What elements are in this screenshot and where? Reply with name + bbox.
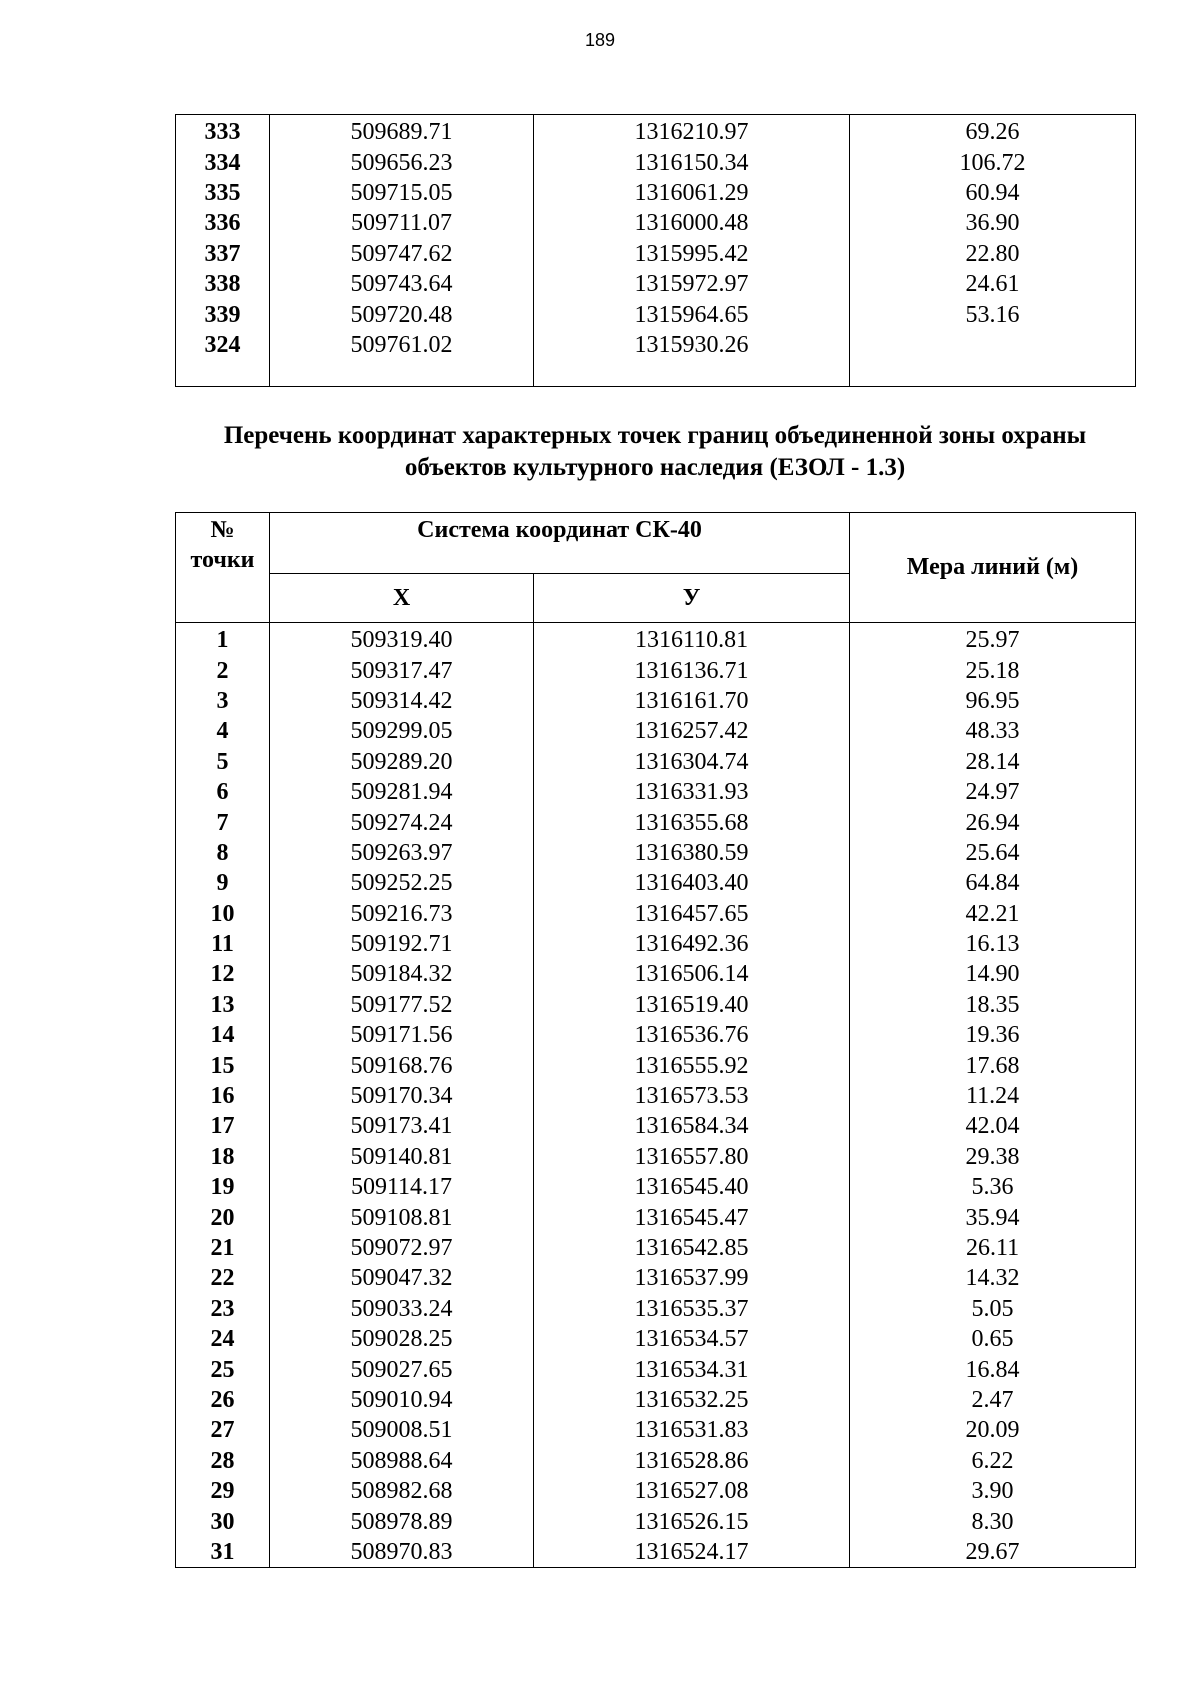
cell-y-coordinate: 1316536.76	[534, 1020, 850, 1050]
cell-y-coordinate: 1316524.17	[534, 1537, 850, 1568]
cell-x-coordinate: 509177.52	[270, 990, 534, 1020]
cell-y-coordinate: 1316000.48	[534, 208, 850, 238]
cell-point-number: 324	[176, 330, 270, 360]
table-row	[176, 1202, 1136, 1232]
table-row	[176, 959, 1136, 989]
cell-x-coordinate: 509274.24	[270, 807, 534, 837]
cell-point-number: 337	[176, 239, 270, 269]
empty-cell	[270, 360, 534, 387]
cell-point-number: 30	[176, 1506, 270, 1536]
cell-x-coordinate: 509047.32	[270, 1263, 534, 1293]
page-number: 189	[584, 30, 616, 50]
cell-y-coordinate: 1315930.26	[534, 330, 850, 360]
cell-x-coordinate: 509173.41	[270, 1111, 534, 1141]
table-row	[176, 1476, 1136, 1506]
empty-cell	[176, 360, 270, 387]
cell-line-length	[850, 330, 1136, 360]
cell-line-length: 28.14	[850, 747, 1136, 777]
cell-line-length: 42.04	[850, 1111, 1136, 1141]
cell-point-number: 7	[176, 807, 270, 837]
cell-x-coordinate: 509747.62	[270, 239, 534, 269]
cell-point-number: 22	[176, 1263, 270, 1293]
cell-y-coordinate: 1316534.57	[534, 1324, 850, 1354]
table-row	[176, 269, 1136, 299]
cell-y-coordinate: 1316545.47	[534, 1202, 850, 1232]
cell-x-coordinate: 508978.89	[270, 1506, 534, 1536]
table-body	[176, 623, 1136, 1568]
table-row	[176, 929, 1136, 959]
table-row	[176, 115, 1136, 148]
cell-y-coordinate: 1316534.31	[534, 1354, 850, 1384]
cell-y-coordinate: 1316380.59	[534, 838, 850, 868]
cell-x-coordinate: 509140.81	[270, 1142, 534, 1172]
cell-point-number: 333	[176, 115, 270, 148]
table-row	[176, 868, 1136, 898]
cell-point-number: 1	[176, 623, 270, 656]
table-row	[176, 1263, 1136, 1293]
cell-x-coordinate: 509743.64	[270, 269, 534, 299]
cell-line-length: 25.18	[850, 655, 1136, 685]
cell-line-length: 14.32	[850, 1263, 1136, 1293]
cell-line-length: 19.36	[850, 1020, 1136, 1050]
header-point-number-word: точки	[190, 547, 255, 573]
cell-point-number: 28	[176, 1446, 270, 1476]
cell-line-length: 22.80	[850, 239, 1136, 269]
cell-point-number: 20	[176, 1202, 270, 1232]
table-row	[176, 1020, 1136, 1050]
cell-line-length: 5.36	[850, 1172, 1136, 1202]
top-coordinates-table	[175, 114, 1136, 387]
header-y: У	[534, 574, 850, 623]
cell-y-coordinate: 1316110.81	[534, 623, 850, 656]
cell-line-length: 48.33	[850, 716, 1136, 746]
cell-y-coordinate: 1316210.97	[534, 115, 850, 148]
cell-x-coordinate: 509108.81	[270, 1202, 534, 1232]
cell-x-coordinate: 509184.32	[270, 959, 534, 989]
header-x: Х	[270, 574, 534, 623]
cell-point-number: 10	[176, 899, 270, 929]
table-row-empty	[176, 360, 1136, 387]
cell-point-number: 29	[176, 1476, 270, 1506]
section-title	[175, 420, 1135, 484]
cell-y-coordinate: 1316331.93	[534, 777, 850, 807]
cell-y-coordinate: 1316557.80	[534, 1142, 850, 1172]
table-row	[176, 178, 1136, 208]
cell-line-length: 29.38	[850, 1142, 1136, 1172]
cell-line-length: 42.21	[850, 899, 1136, 929]
cell-point-number: 8	[176, 838, 270, 868]
cell-line-length: 35.94	[850, 1202, 1136, 1232]
cell-point-number: 11	[176, 929, 270, 959]
cell-y-coordinate: 1316526.15	[534, 1506, 850, 1536]
table-row	[176, 990, 1136, 1020]
cell-line-length: 3.90	[850, 1476, 1136, 1506]
cell-y-coordinate: 1315964.65	[534, 299, 850, 329]
cell-line-length: 24.97	[850, 777, 1136, 807]
cell-y-coordinate: 1316457.65	[534, 899, 850, 929]
cell-y-coordinate: 1316492.36	[534, 929, 850, 959]
table-row	[176, 807, 1136, 837]
cell-x-coordinate: 509008.51	[270, 1415, 534, 1445]
cell-x-coordinate: 508988.64	[270, 1446, 534, 1476]
cell-y-coordinate: 1316531.83	[534, 1415, 850, 1445]
table-row	[176, 686, 1136, 716]
table-row	[176, 1111, 1136, 1141]
table-row	[176, 1446, 1136, 1476]
cell-point-number: 31	[176, 1537, 270, 1568]
cell-line-length: 60.94	[850, 178, 1136, 208]
cell-x-coordinate: 509033.24	[270, 1294, 534, 1324]
cell-line-length: 20.09	[850, 1415, 1136, 1445]
table-row	[176, 655, 1136, 685]
cell-line-length: 6.22	[850, 1446, 1136, 1476]
header-point-number	[176, 513, 270, 623]
cell-y-coordinate: 1316304.74	[534, 747, 850, 777]
cell-point-number: 338	[176, 269, 270, 299]
table-row	[176, 1142, 1136, 1172]
cell-x-coordinate: 509252.25	[270, 868, 534, 898]
table-row	[176, 208, 1136, 238]
cell-x-coordinate: 509114.17	[270, 1172, 534, 1202]
cell-point-number: 335	[176, 178, 270, 208]
cell-x-coordinate: 509027.65	[270, 1354, 534, 1384]
cell-line-length: 24.61	[850, 269, 1136, 299]
cell-x-coordinate: 509171.56	[270, 1020, 534, 1050]
cell-x-coordinate: 509299.05	[270, 716, 534, 746]
cell-line-length: 14.90	[850, 959, 1136, 989]
cell-y-coordinate: 1316161.70	[534, 686, 850, 716]
table-row	[176, 330, 1136, 360]
cell-line-length: 25.97	[850, 623, 1136, 656]
cell-line-length: 106.72	[850, 147, 1136, 177]
cell-y-coordinate: 1316136.71	[534, 655, 850, 685]
table-row	[176, 747, 1136, 777]
coordinates-table	[175, 512, 1136, 1568]
table-row	[176, 1385, 1136, 1415]
cell-point-number: 336	[176, 208, 270, 238]
cell-point-number: 26	[176, 1385, 270, 1415]
empty-cell	[850, 360, 1136, 387]
cell-y-coordinate: 1316555.92	[534, 1050, 850, 1080]
cell-line-length: 11.24	[850, 1081, 1136, 1111]
table-row	[176, 1415, 1136, 1445]
table-row	[176, 1506, 1136, 1536]
table-row	[176, 1294, 1136, 1324]
cell-y-coordinate: 1316545.40	[534, 1172, 850, 1202]
table-row	[176, 147, 1136, 177]
cell-line-length: 96.95	[850, 686, 1136, 716]
cell-y-coordinate: 1316532.25	[534, 1385, 850, 1415]
cell-point-number: 27	[176, 1415, 270, 1445]
cell-line-length: 18.35	[850, 990, 1136, 1020]
cell-line-length: 5.05	[850, 1294, 1136, 1324]
table-row	[176, 1050, 1136, 1080]
cell-x-coordinate: 509689.71	[270, 115, 534, 148]
section-title-line2: объектов культурного наследия (ЕЗОЛ - 1.3)	[404, 454, 906, 481]
cell-x-coordinate: 509281.94	[270, 777, 534, 807]
cell-y-coordinate: 1316537.99	[534, 1263, 850, 1293]
cell-line-length: 16.84	[850, 1354, 1136, 1384]
cell-y-coordinate: 1316403.40	[534, 868, 850, 898]
cell-x-coordinate: 509720.48	[270, 299, 534, 329]
cell-line-length: 0.65	[850, 1324, 1136, 1354]
cell-line-length: 26.11	[850, 1233, 1136, 1263]
cell-line-length: 17.68	[850, 1050, 1136, 1080]
cell-x-coordinate: 508982.68	[270, 1476, 534, 1506]
cell-point-number: 24	[176, 1324, 270, 1354]
cell-x-coordinate: 509711.07	[270, 208, 534, 238]
cell-x-coordinate: 509263.97	[270, 838, 534, 868]
cell-x-coordinate: 509317.47	[270, 655, 534, 685]
cell-y-coordinate: 1316528.86	[534, 1446, 850, 1476]
table-row	[176, 716, 1136, 746]
cell-y-coordinate: 1316257.42	[534, 716, 850, 746]
table-row	[176, 299, 1136, 329]
cell-point-number: 334	[176, 147, 270, 177]
cell-y-coordinate: 1315995.42	[534, 239, 850, 269]
cell-x-coordinate: 509168.76	[270, 1050, 534, 1080]
cell-y-coordinate: 1316061.29	[534, 178, 850, 208]
cell-y-coordinate: 1316542.85	[534, 1233, 850, 1263]
cell-line-length: 26.94	[850, 807, 1136, 837]
cell-line-length: 16.13	[850, 929, 1136, 959]
cell-x-coordinate: 509715.05	[270, 178, 534, 208]
cell-x-coordinate: 509072.97	[270, 1233, 534, 1263]
cell-y-coordinate: 1316519.40	[534, 990, 850, 1020]
cell-x-coordinate: 509010.94	[270, 1385, 534, 1415]
cell-point-number: 6	[176, 777, 270, 807]
cell-x-coordinate: 509216.73	[270, 899, 534, 929]
cell-x-coordinate: 509761.02	[270, 330, 534, 360]
table-row	[176, 1081, 1136, 1111]
cell-point-number: 14	[176, 1020, 270, 1050]
cell-line-length: 53.16	[850, 299, 1136, 329]
section-title-line1: Перечень координат характерных точек границ объединенной зоны охраны	[223, 422, 1087, 449]
header-line-length: Мера линий (м)	[850, 513, 1136, 623]
cell-point-number: 12	[176, 959, 270, 989]
cell-x-coordinate: 508970.83	[270, 1537, 534, 1568]
cell-x-coordinate: 509289.20	[270, 747, 534, 777]
cell-line-length: 64.84	[850, 868, 1136, 898]
cell-x-coordinate: 509319.40	[270, 623, 534, 656]
table-row	[176, 899, 1136, 929]
table-row	[176, 623, 1136, 656]
cell-x-coordinate: 509170.34	[270, 1081, 534, 1111]
cell-point-number: 25	[176, 1354, 270, 1384]
cell-y-coordinate: 1316535.37	[534, 1294, 850, 1324]
table-row	[176, 1537, 1136, 1568]
cell-line-length: 36.90	[850, 208, 1136, 238]
cell-y-coordinate: 1316150.34	[534, 147, 850, 177]
table-row	[176, 1324, 1136, 1354]
cell-line-length: 8.30	[850, 1506, 1136, 1536]
top-table-body	[176, 115, 1136, 387]
cell-x-coordinate: 509656.23	[270, 147, 534, 177]
cell-point-number: 15	[176, 1050, 270, 1080]
empty-cell	[534, 360, 850, 387]
cell-point-number: 339	[176, 299, 270, 329]
cell-line-length: 29.67	[850, 1537, 1136, 1568]
table-row	[176, 838, 1136, 868]
cell-x-coordinate: 509028.25	[270, 1324, 534, 1354]
table-header	[176, 513, 1136, 623]
cell-point-number: 18	[176, 1142, 270, 1172]
cell-x-coordinate: 509192.71	[270, 929, 534, 959]
cell-y-coordinate: 1316506.14	[534, 959, 850, 989]
cell-point-number: 21	[176, 1233, 270, 1263]
table-row	[176, 239, 1136, 269]
cell-point-number: 17	[176, 1111, 270, 1141]
cell-point-number: 4	[176, 716, 270, 746]
cell-point-number: 16	[176, 1081, 270, 1111]
cell-point-number: 2	[176, 655, 270, 685]
header-point-number-symbol: №	[210, 517, 235, 543]
cell-line-length: 2.47	[850, 1385, 1136, 1415]
table-row	[176, 1233, 1136, 1263]
cell-y-coordinate: 1316584.34	[534, 1111, 850, 1141]
table-row	[176, 1172, 1136, 1202]
cell-y-coordinate: 1316573.53	[534, 1081, 850, 1111]
table-row	[176, 1354, 1136, 1384]
table-row	[176, 777, 1136, 807]
cell-point-number: 9	[176, 868, 270, 898]
cell-point-number: 19	[176, 1172, 270, 1202]
cell-x-coordinate: 509314.42	[270, 686, 534, 716]
cell-y-coordinate: 1316355.68	[534, 807, 850, 837]
header-coordinate-system: Система координат СК-40	[270, 513, 850, 574]
cell-point-number: 23	[176, 1294, 270, 1324]
cell-y-coordinate: 1315972.97	[534, 269, 850, 299]
cell-line-length: 25.64	[850, 838, 1136, 868]
cell-point-number: 5	[176, 747, 270, 777]
cell-point-number: 13	[176, 990, 270, 1020]
cell-point-number: 3	[176, 686, 270, 716]
cell-y-coordinate: 1316527.08	[534, 1476, 850, 1506]
cell-line-length: 69.26	[850, 115, 1136, 148]
